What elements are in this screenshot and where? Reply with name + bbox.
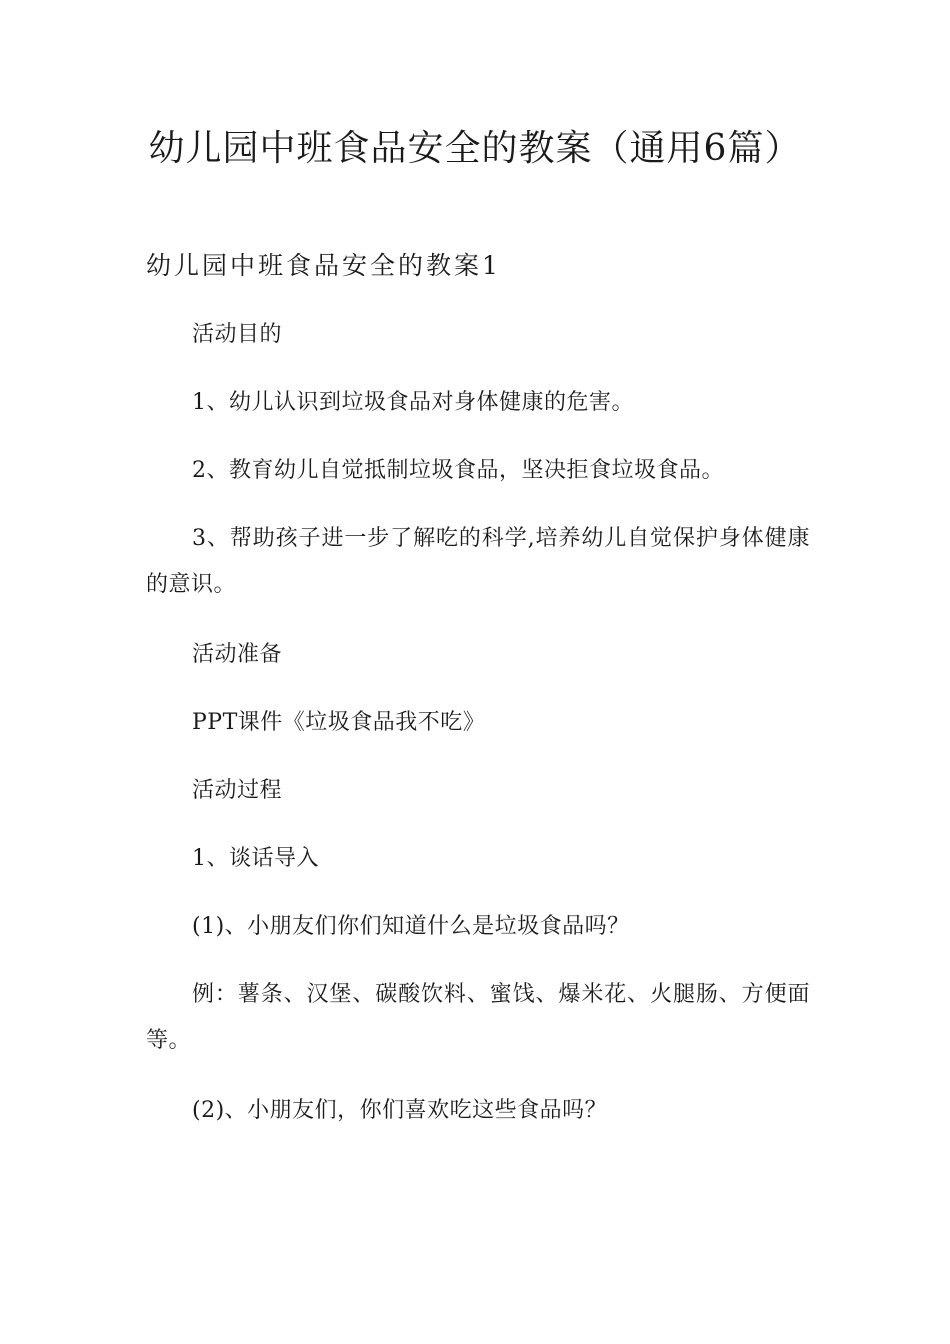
document-title: 幼儿园中班食品安全的教案（通用6篇）: [148, 128, 802, 169]
paragraph-question-1: (1)、小朋友们你们知道什么是垃圾食品吗？: [192, 914, 630, 939]
paragraph-goal-2: 2、教育幼儿自觉抵制垃圾食品，坚决拒食垃圾食品。: [192, 458, 724, 483]
paragraph-goal-3: 3、帮助孩子进一步了解吃的科学,培养幼儿自觉保护身体健康的意识。: [146, 526, 810, 597]
paragraph-activity-goal: 活动目的: [192, 322, 283, 347]
section-heading: 幼儿园中班食品安全的教案1: [146, 251, 501, 280]
paragraph-goal-1: 1、幼儿认识到垃圾食品对身体健康的危害。: [192, 390, 634, 415]
paragraph-activity-prep: 活动准备: [192, 642, 283, 667]
paragraph-question-2: (2)、小朋友们，你们喜欢吃这些食品吗？: [192, 1098, 608, 1123]
paragraph-example: 例：薯条、汉堡、碳酸饮料、蜜饯、爆米花、火腿肠、方便面等。: [146, 982, 810, 1053]
paragraph-activity-process: 活动过程: [192, 778, 283, 803]
paragraph-ppt: PPT课件《垃圾食品我不吃》: [192, 710, 486, 735]
paragraph-step-1: 1、谈话导入: [192, 846, 319, 871]
